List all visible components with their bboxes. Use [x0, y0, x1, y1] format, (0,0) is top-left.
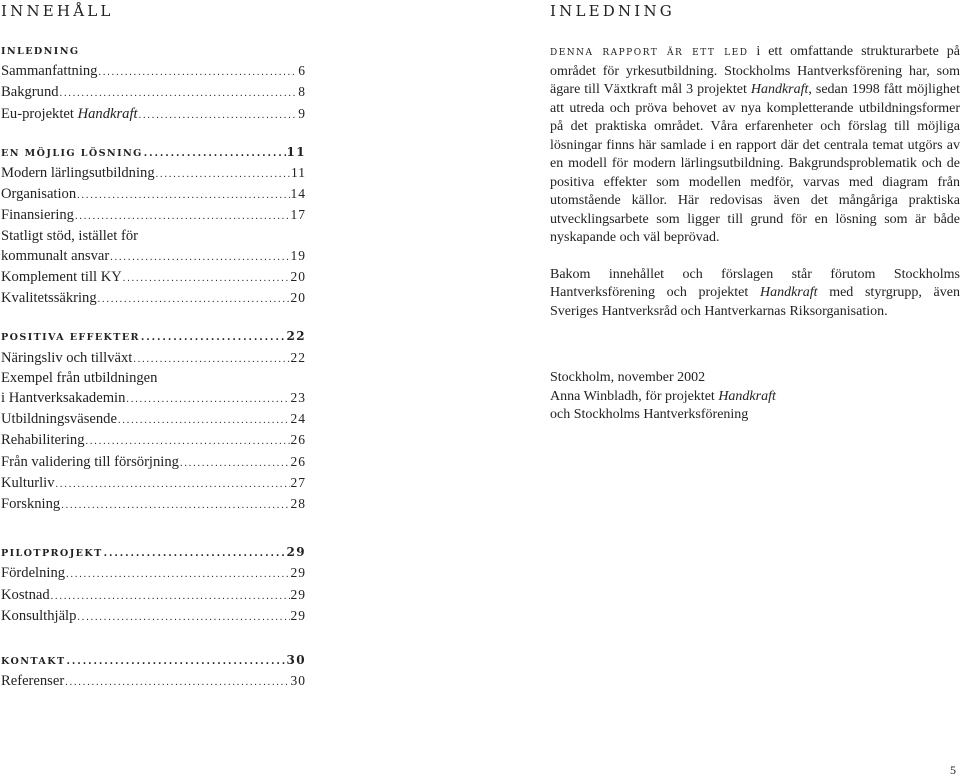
- toc-entry-finansiering[interactable]: [1, 205, 306, 226]
- toc-leader-dots: [156, 165, 290, 184]
- toc-entry-konsulthjalp[interactable]: [1, 606, 306, 627]
- toc-leader-dots: [60, 84, 298, 103]
- toc-section-title[interactable]: [1, 327, 306, 347]
- toc-entry-label-text: Eu-projektet: [1, 105, 78, 122]
- toc-entry-label: Komplement till KY: [1, 269, 122, 286]
- toc-entry-forskning[interactable]: [1, 494, 306, 515]
- toc-section-title[interactable]: [1, 143, 306, 163]
- intro-text: i ett omfattande strukturarbete på området för yrkesutbildning. Stockholms Hantverksförening har, som ägare till Växtkraft mål 3 projektet: [550, 44, 960, 97]
- toc-entry-utbildningsvasende[interactable]: [1, 409, 306, 430]
- toc-entry-label: Rehabilitering: [1, 432, 85, 449]
- signature-italic: Handkraft: [718, 388, 776, 404]
- toc-page-number: 29: [290, 607, 306, 623]
- toc-entry-label-italic: Handkraft: [77, 105, 138, 122]
- toc-entry-label: Forskning: [1, 496, 61, 513]
- intro-text: Bakom innehållet och förslagen står förutom Stockholms Hantverksförening och projektet: [550, 266, 960, 300]
- toc-entry-label: Finansiering: [1, 207, 74, 224]
- toc-page-number: 26: [290, 453, 306, 469]
- intro-text: med styrgrupp, även Sveriges Hantverksråd och Hantverkarnas Riksorganisation.: [550, 285, 960, 319]
- toc-entry-statligt-stod[interactable]: [1, 246, 306, 267]
- toc-entry-hantverksakademin[interactable]: [1, 388, 306, 409]
- toc-entry-modern-larlingsutbildning[interactable]: [1, 163, 306, 184]
- toc-page-number: 24: [290, 411, 306, 427]
- signature-author: [550, 388, 960, 407]
- intro-lead-smallcaps: DENNA RAPPORT ÄR ETT LED: [550, 48, 749, 58]
- toc-entry-label: i Hantverksakademin: [1, 390, 126, 407]
- toc-leader-dots: [98, 63, 297, 82]
- toc-entry-label: Kostnad: [1, 586, 50, 603]
- toc-leader-dots: [98, 290, 290, 309]
- toc-entry-referenser[interactable]: [1, 671, 306, 692]
- toc-section-inledning: [1, 42, 306, 125]
- toc-entry-label: Modern lärlingsutbildning: [1, 165, 155, 182]
- toc-leader-dots: [66, 565, 289, 584]
- toc-section-label: PILOTPROJEKT: [1, 548, 103, 560]
- toc-section-pilot: [1, 543, 306, 627]
- toc-page-number: 22: [286, 329, 306, 344]
- toc-section-title[interactable]: [1, 651, 306, 671]
- toc-page-number: 22: [290, 349, 306, 365]
- toc-leader-dots: [104, 544, 286, 563]
- toc-entry-kulturliv[interactable]: [1, 473, 306, 494]
- toc-entry-label: Utbildningsväsende: [1, 411, 117, 428]
- toc-section-label: KONTAKT: [1, 656, 66, 668]
- toc-page-number: 27: [290, 474, 306, 490]
- toc-entry-sammanfattning[interactable]: [1, 61, 306, 82]
- toc-section-title[interactable]: [1, 543, 306, 563]
- toc-leader-dots: [123, 269, 290, 288]
- toc-page-number: 17: [290, 207, 306, 223]
- toc-section-losning: [1, 143, 306, 310]
- toc-leader-dots: [56, 475, 290, 494]
- intro-italic: Handkraft: [750, 82, 809, 97]
- toc-leader-dots: [51, 587, 290, 606]
- toc-leader-dots: [86, 432, 290, 451]
- signature-place-date: Stockholm, november 2002: [550, 370, 706, 385]
- toc-page-number: 30: [290, 673, 306, 689]
- toc-entry-label: Fördelning: [1, 565, 66, 582]
- toc-page-number: 11: [291, 165, 306, 181]
- toc-section-kontakt: [1, 651, 306, 692]
- toc-leader-dots: [77, 608, 289, 627]
- table-of-contents: [1, 42, 306, 710]
- toc-page-number: 11: [286, 144, 306, 159]
- toc-page-number: 28: [290, 496, 306, 512]
- toc-page-number: 19: [290, 247, 306, 263]
- toc-leader-dots: [110, 248, 289, 267]
- toc-entry-validering[interactable]: [1, 452, 306, 473]
- intro-paragraph-2: [550, 266, 960, 322]
- toc-entry-label: Kulturliv: [1, 474, 55, 491]
- toc-page-number: 29: [286, 545, 306, 560]
- toc-entry-organisation[interactable]: [1, 184, 306, 205]
- toc-entry-fordelning[interactable]: [1, 563, 306, 584]
- toc-section-label: INLEDNING: [1, 46, 80, 57]
- toc-page-number: 20: [290, 290, 306, 306]
- intro-paragraph-1: [550, 43, 960, 248]
- toc-leader-dots: [77, 186, 289, 205]
- toc-section-effekter: [1, 327, 306, 515]
- toc-section-label: EN MÖJLIG LÖSNING: [1, 147, 143, 159]
- toc-entry-komplement-ky[interactable]: [1, 267, 306, 288]
- signature-text: Anna Winbladh, för projektet: [550, 388, 719, 404]
- toc-entry-bakgrund[interactable]: [1, 82, 306, 103]
- toc-entry-label-line1: Exempel från utbildningen: [1, 369, 158, 386]
- toc-entry-label: Organisation: [1, 186, 77, 203]
- page-number: 5: [950, 763, 956, 777]
- toc-entry-label: kommunalt ansvar: [1, 247, 110, 264]
- toc-page-number: 30: [286, 653, 306, 668]
- toc-page-number: 14: [290, 186, 306, 202]
- toc-leader-dots: [139, 106, 298, 125]
- introduction-body: [550, 43, 960, 425]
- signature-block: [550, 369, 960, 425]
- toc-entry-label: Sammanfattning: [1, 63, 98, 80]
- toc-page-number: 6: [298, 63, 306, 79]
- toc-leader-dots: [133, 350, 289, 369]
- toc-entry-label: Referenser: [1, 673, 65, 690]
- toc-entry-rehabilitering[interactable]: [1, 430, 306, 451]
- toc-entry-label: [1, 105, 138, 124]
- toc-leader-dots: [118, 411, 290, 430]
- toc-entry-label: Konsulthjälp: [1, 607, 77, 624]
- toc-leader-dots: [126, 390, 289, 409]
- intro-italic: Handkraft: [759, 285, 818, 300]
- toc-leader-dots: [141, 328, 286, 347]
- toc-page-number: 9: [298, 105, 306, 121]
- toc-entry-label: Näringsliv och tillväxt: [1, 349, 133, 366]
- toc-leader-dots: [61, 496, 289, 515]
- toc-entry-kvalitetssakring[interactable]: [1, 288, 306, 309]
- toc-entry-label-line1: Statligt stöd, istället för: [1, 227, 139, 244]
- toc-section-label: POSITIVA EFFEKTER: [1, 332, 140, 344]
- toc-page-number: 23: [290, 390, 306, 406]
- toc-leader-dots: [67, 652, 286, 671]
- toc-section-title[interactable]: [1, 42, 306, 61]
- toc-leader-dots: [180, 454, 290, 473]
- toc-page-number: 29: [290, 565, 306, 581]
- toc-leader-dots: [144, 144, 286, 163]
- toc-entry-kostnad[interactable]: [1, 585, 306, 606]
- contents-heading: INNEHÅLL: [1, 2, 114, 20]
- toc-entry-label: Bakgrund: [1, 84, 59, 101]
- toc-page-number: 26: [290, 432, 306, 448]
- toc-entry-label: Från validering till försörjning: [1, 453, 179, 470]
- toc-leader-dots: [65, 673, 289, 692]
- intro-text: , sedan 1998 fått möjlighet att utreda och pröva behovet av nya kompletterande utbildningsformer på det praktiska området. Våra erfarenheter och förslag till möjliga lösningar finns här samlade i en rapport där det centrala temat utgörs av en modell för modern lärlingsutbildning. Bakgrundsproblematik och de positiva effekter som modellen medför, varvas med diagram från utomstående källor. Här redovisas även det mångåriga praktiska utvecklingsarbete som ligger till grund för en lösning som är både nyskapande och väl beprövad.: [550, 82, 960, 245]
- toc-entry-naringsliv[interactable]: [1, 348, 306, 369]
- toc-leader-dots: [75, 207, 290, 226]
- toc-entry-eu-projektet[interactable]: [1, 104, 306, 125]
- toc-page-number: 8: [298, 84, 306, 100]
- toc-page-number: 20: [290, 269, 306, 285]
- toc-page-number: 29: [290, 586, 306, 602]
- introduction-heading: INLEDNING: [550, 2, 675, 20]
- signature-organisation: och Stockholms Hantverksförening: [550, 407, 749, 422]
- toc-entry-label: Kvalitetssäkring: [1, 290, 97, 307]
